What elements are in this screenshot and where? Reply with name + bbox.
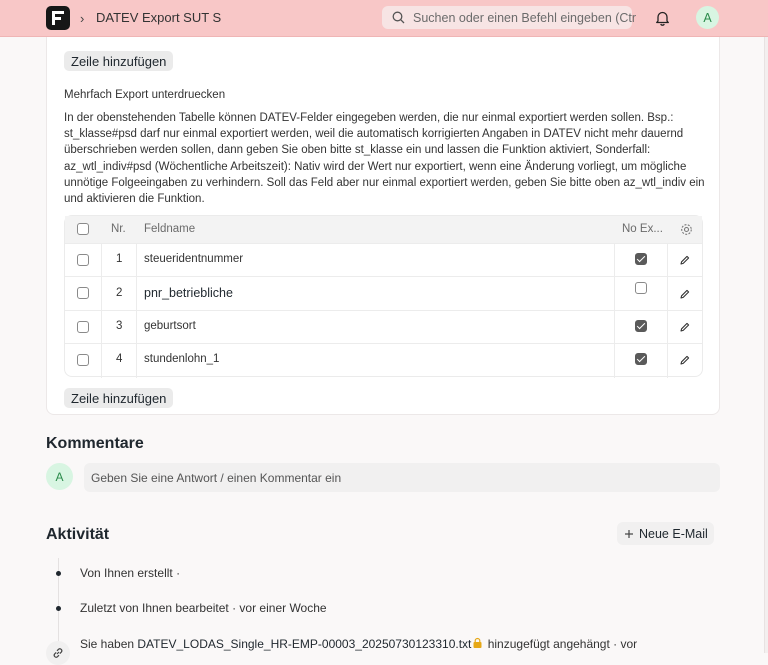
no-export-checkbox[interactable] — [635, 353, 647, 365]
column-feldname: Feldname — [144, 223, 196, 235]
new-email-button[interactable] — [617, 522, 714, 545]
link-icon — [46, 641, 70, 665]
scrollbar[interactable] — [764, 37, 768, 653]
activity-heading: Aktivität — [46, 526, 110, 543]
row-feldname[interactable]: pnr_betriebliche — [144, 286, 233, 300]
settings-gear-icon[interactable] — [680, 223, 693, 236]
row-select-checkbox[interactable] — [77, 287, 89, 299]
row-select-checkbox[interactable] — [77, 354, 89, 366]
row-feldname[interactable]: steueridentnummer — [144, 253, 244, 265]
search-icon — [392, 11, 405, 24]
table-row[interactable] — [65, 310, 702, 343]
new-email-label: Neue E-Mail — [639, 526, 708, 541]
row-nr: 4 — [116, 353, 123, 365]
breadcrumb[interactable]: DATEV Export SUT S — [96, 10, 222, 25]
field-description: In der obenstehenden Tabelle können DATEV-Felder eingegeben werden, die nur einmal exportiert werden sollen. Bsp.: st_klasse#psd darf nur einmal exportiert werden, weil die automatisch korrigierten Angaben in DATEV nicht mehr dauernd überschrieben werden sollen, dann geben Sie oben bitte st_klasse ein und lassen die Funktion aktiviert, Sonderfall: az_wtl_indiv#psd (Wöchentliche Arbeitszeit): Nativ wird der Wert nur exportiert, wenn eine Änderung vorliegt, um mögliche unnötige Folgeeingaben zu verhindern. Soll das Feld aber nur einmal exportiert werden, geben Sie bitte oben az_wtl_indiv ein und aktivieren die Funktion. — [64, 112, 705, 206]
select-all-checkbox[interactable] — [77, 223, 89, 235]
grid-header — [65, 216, 702, 243]
search-input[interactable] — [382, 6, 637, 29]
timeline-dot — [56, 571, 61, 576]
lock-icon — [473, 639, 482, 648]
comment-avatar: A — [46, 463, 73, 490]
attachment-suffix: hinzugefügt angehängt · vor — [484, 637, 638, 651]
activity-item: Zuletzt von Ihnen bearbeitet · vor einer Woche — [80, 601, 327, 615]
activity-item: Von Ihnen erstellt · — [80, 566, 181, 580]
search-placeholder: Suchen oder einen Befehl eingeben (Ctr — [413, 10, 637, 25]
section-label: Mehrfach Export unterdruecken — [64, 89, 226, 101]
column-nr: Nr. — [111, 223, 126, 235]
row-nr: 3 — [116, 320, 123, 332]
table-row[interactable] — [65, 343, 702, 378]
attachment-prefix: Sie haben — [80, 637, 138, 651]
no-export-checkbox[interactable] — [635, 282, 647, 294]
add-row-button-top[interactable]: Zeile hinzufügen — [64, 51, 173, 71]
row-feldname[interactable]: stundenlohn_1 — [144, 353, 220, 365]
row-feldname[interactable]: geburtsort — [144, 320, 196, 332]
activity-attachment-item — [80, 637, 637, 651]
no-export-checkbox[interactable] — [635, 253, 647, 265]
row-select-checkbox[interactable] — [77, 321, 89, 333]
edit-pencil-icon[interactable] — [680, 322, 690, 332]
add-row-button-bottom[interactable]: Zeile hinzufügen — [64, 388, 173, 408]
comment-input[interactable] — [84, 463, 720, 492]
child-table-grid — [64, 215, 703, 377]
edit-pencil-icon[interactable] — [680, 255, 690, 265]
row-nr: 2 — [116, 287, 123, 299]
form-card — [46, 37, 720, 415]
edit-pencil-icon[interactable] — [680, 289, 690, 299]
attachment-file-link[interactable]: DATEV_LODAS_Single_HR-EMP-00003_20250730123310.txt — [137, 637, 472, 651]
user-avatar[interactable]: A — [696, 6, 719, 29]
chevron-right-icon: › — [80, 11, 85, 26]
table-row[interactable] — [65, 243, 702, 276]
edit-pencil-icon[interactable] — [680, 355, 690, 365]
comments-heading: Kommentare — [46, 435, 144, 452]
bell-icon[interactable] — [655, 10, 670, 26]
timeline-dot — [56, 606, 61, 611]
column-no-export: No Ex... — [622, 223, 663, 235]
row-nr: 1 — [116, 253, 123, 265]
frappe-logo-icon[interactable] — [46, 6, 70, 30]
table-row[interactable] — [65, 276, 702, 310]
plus-icon — [624, 529, 634, 539]
navbar — [0, 0, 768, 37]
no-export-checkbox[interactable] — [635, 320, 647, 332]
row-select-checkbox[interactable] — [77, 254, 89, 266]
comment-placeholder: Geben Sie eine Antwort / einen Kommentar ein — [91, 470, 342, 485]
